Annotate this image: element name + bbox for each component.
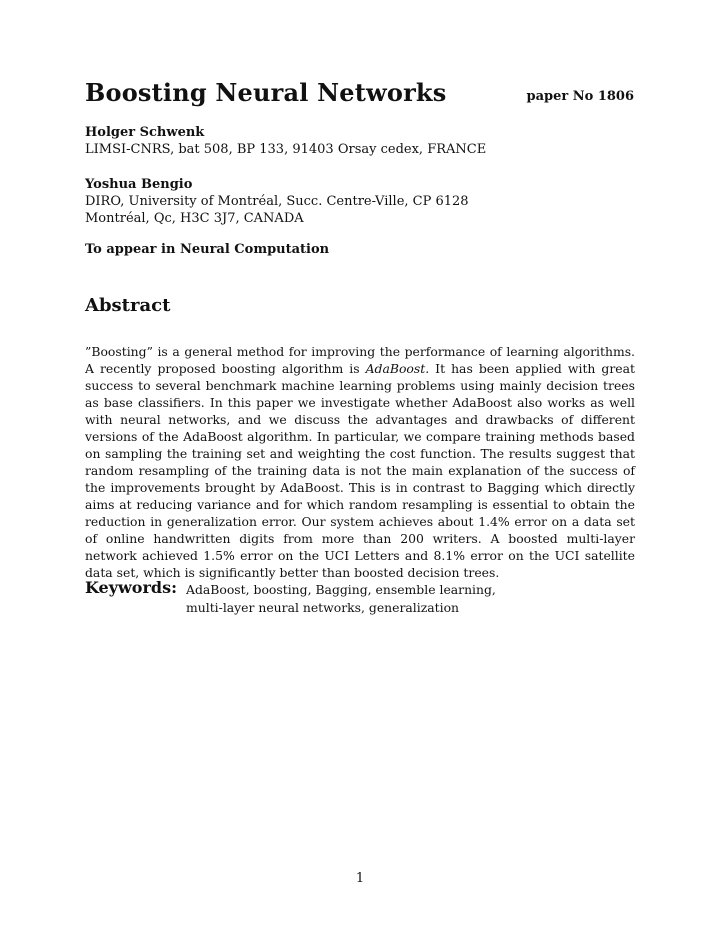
keywords-label: Keywords: (85, 578, 178, 597)
author-affiliation: LIMSI-CNRS, bat 508, BP 133, 91403 Orsay cedex, FRANCE (85, 142, 487, 157)
author-affiliation: Montréal, Qc, H3C 3J7, CANADA (85, 211, 304, 226)
keywords-line: AdaBoost, boosting, Bagging, ensemble learning, (186, 582, 496, 597)
abstract-italic-term: AdaBoost (365, 361, 426, 376)
abstract-text-part: ”Boosting” is a general method for improving the performance of learning algorithms. A recently proposed boosting algorithm is (85, 344, 635, 376)
publication-note: To appear in Neural Computation (85, 242, 330, 257)
keywords-line: multi-layer neural networks, generalization (186, 600, 460, 615)
author-affiliation: DIRO, University of Montréal, Succ. Centre-Ville, CP 6128 (85, 194, 469, 209)
author-block-2 (85, 176, 469, 227)
author-name: Holger Schwenk (85, 125, 205, 140)
author-name: Yoshua Bengio (85, 177, 193, 192)
abstract-text-part: . It has been applied with great success to several benchmark machine learning problems using mainly decision trees as base classifiers. In this paper we investigate whether AdaBoost also works as well with neural networks, and we discuss the advantages and drawbacks of different versions of the AdaBoost algorithm. In particular, we compare training methods based on sampling the training set and weighting the cost function. The results suggest that random resampling of the training data is not the main explanation of the success of the improvements brought by AdaBoost. This is in contrast to Bagging which directly aims at reducing variance and for which random resampling is essential to obtain the reduction in generalization error. Our system achieves about 1.4% error on a data set of online handwritten digits from more than 200 writers. A boosted multi-layer network achieved 1.5% error on the UCI Letters and 8.1% error on the UCI satellite data set, which is significantly better than boosted decision trees. (85, 361, 635, 580)
paper-title: Boosting Neural Networks (85, 78, 447, 107)
page-number: 1 (355, 871, 365, 886)
paper-number: paper No 1806 (526, 89, 634, 104)
abstract-heading: Abstract (85, 295, 171, 316)
author-block-1 (85, 124, 486, 158)
abstract-body (85, 343, 635, 581)
keywords-list (186, 581, 546, 617)
